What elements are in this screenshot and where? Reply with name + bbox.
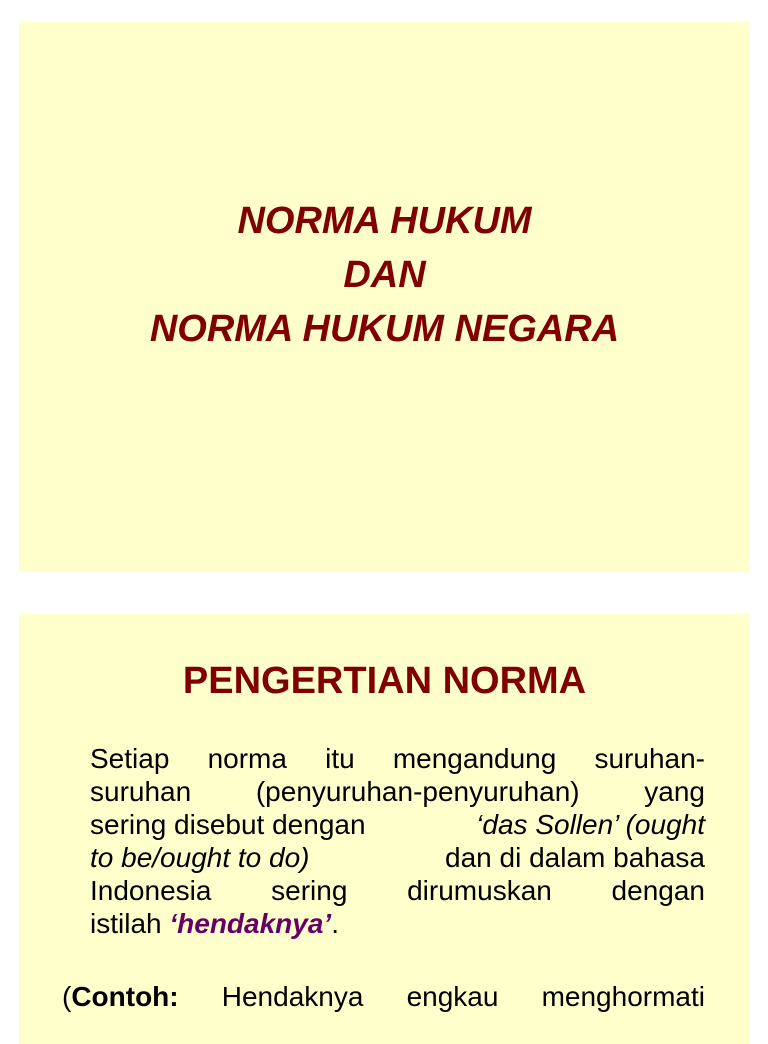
paragraph-word: (penyuruhan-penyuruhan) [255,776,580,807]
paragraph-word: suruhan- [594,743,705,774]
slide-title [19,194,750,356]
ought-to-term: to be/ought to do) [90,842,310,873]
paragraph-text: istilah [90,908,170,939]
paragraph-word: sering [271,875,348,906]
title-line-3: NORMA HUKUM NEGARA [149,308,620,350]
paragraph-word: dirumuskan [407,875,552,906]
paragraph-word: dengan [611,875,705,906]
das-sollen-term: ‘das Sollen’ (ought [476,809,705,840]
content-slide [19,614,750,1044]
paragraph-line [90,742,705,775]
hendaknya-highlight: ‘hendaknya’ [169,908,332,939]
example-word: menghormati [541,981,705,1012]
paragraph-text: dan di dalam bahasa [445,842,705,873]
paragraph-line [90,907,705,940]
paragraph-word: mengandung [392,743,557,774]
paragraph-word: Indonesia [90,875,212,906]
example-word: Hendaknya [221,981,364,1012]
example-paragraph [62,980,705,1013]
paragraph-word: suruhan [90,776,192,807]
example-line [62,980,705,1013]
example-label: Contoh: [71,981,179,1012]
definition-paragraph [90,742,705,940]
slide-heading: PENGERTIAN NORMA [182,660,587,702]
paragraph-line [90,841,705,874]
paragraph-period: . [331,908,339,939]
paragraph-word: yang [644,776,705,807]
open-paren: ( [62,981,72,1012]
title-slide [19,22,750,572]
paragraph-line [90,775,705,808]
paragraph-word: itu [325,743,355,774]
paragraph-text: sering disebut dengan [90,809,366,840]
paragraph-line [90,808,705,841]
paragraph-word: norma [207,743,287,774]
example-word: engkau [406,981,499,1012]
example-label-group [62,980,179,1013]
title-line-2: DAN [343,254,426,296]
paragraph-word: Setiap [90,743,170,774]
title-line-1: NORMA HUKUM [237,200,532,242]
paragraph-line [90,874,705,907]
